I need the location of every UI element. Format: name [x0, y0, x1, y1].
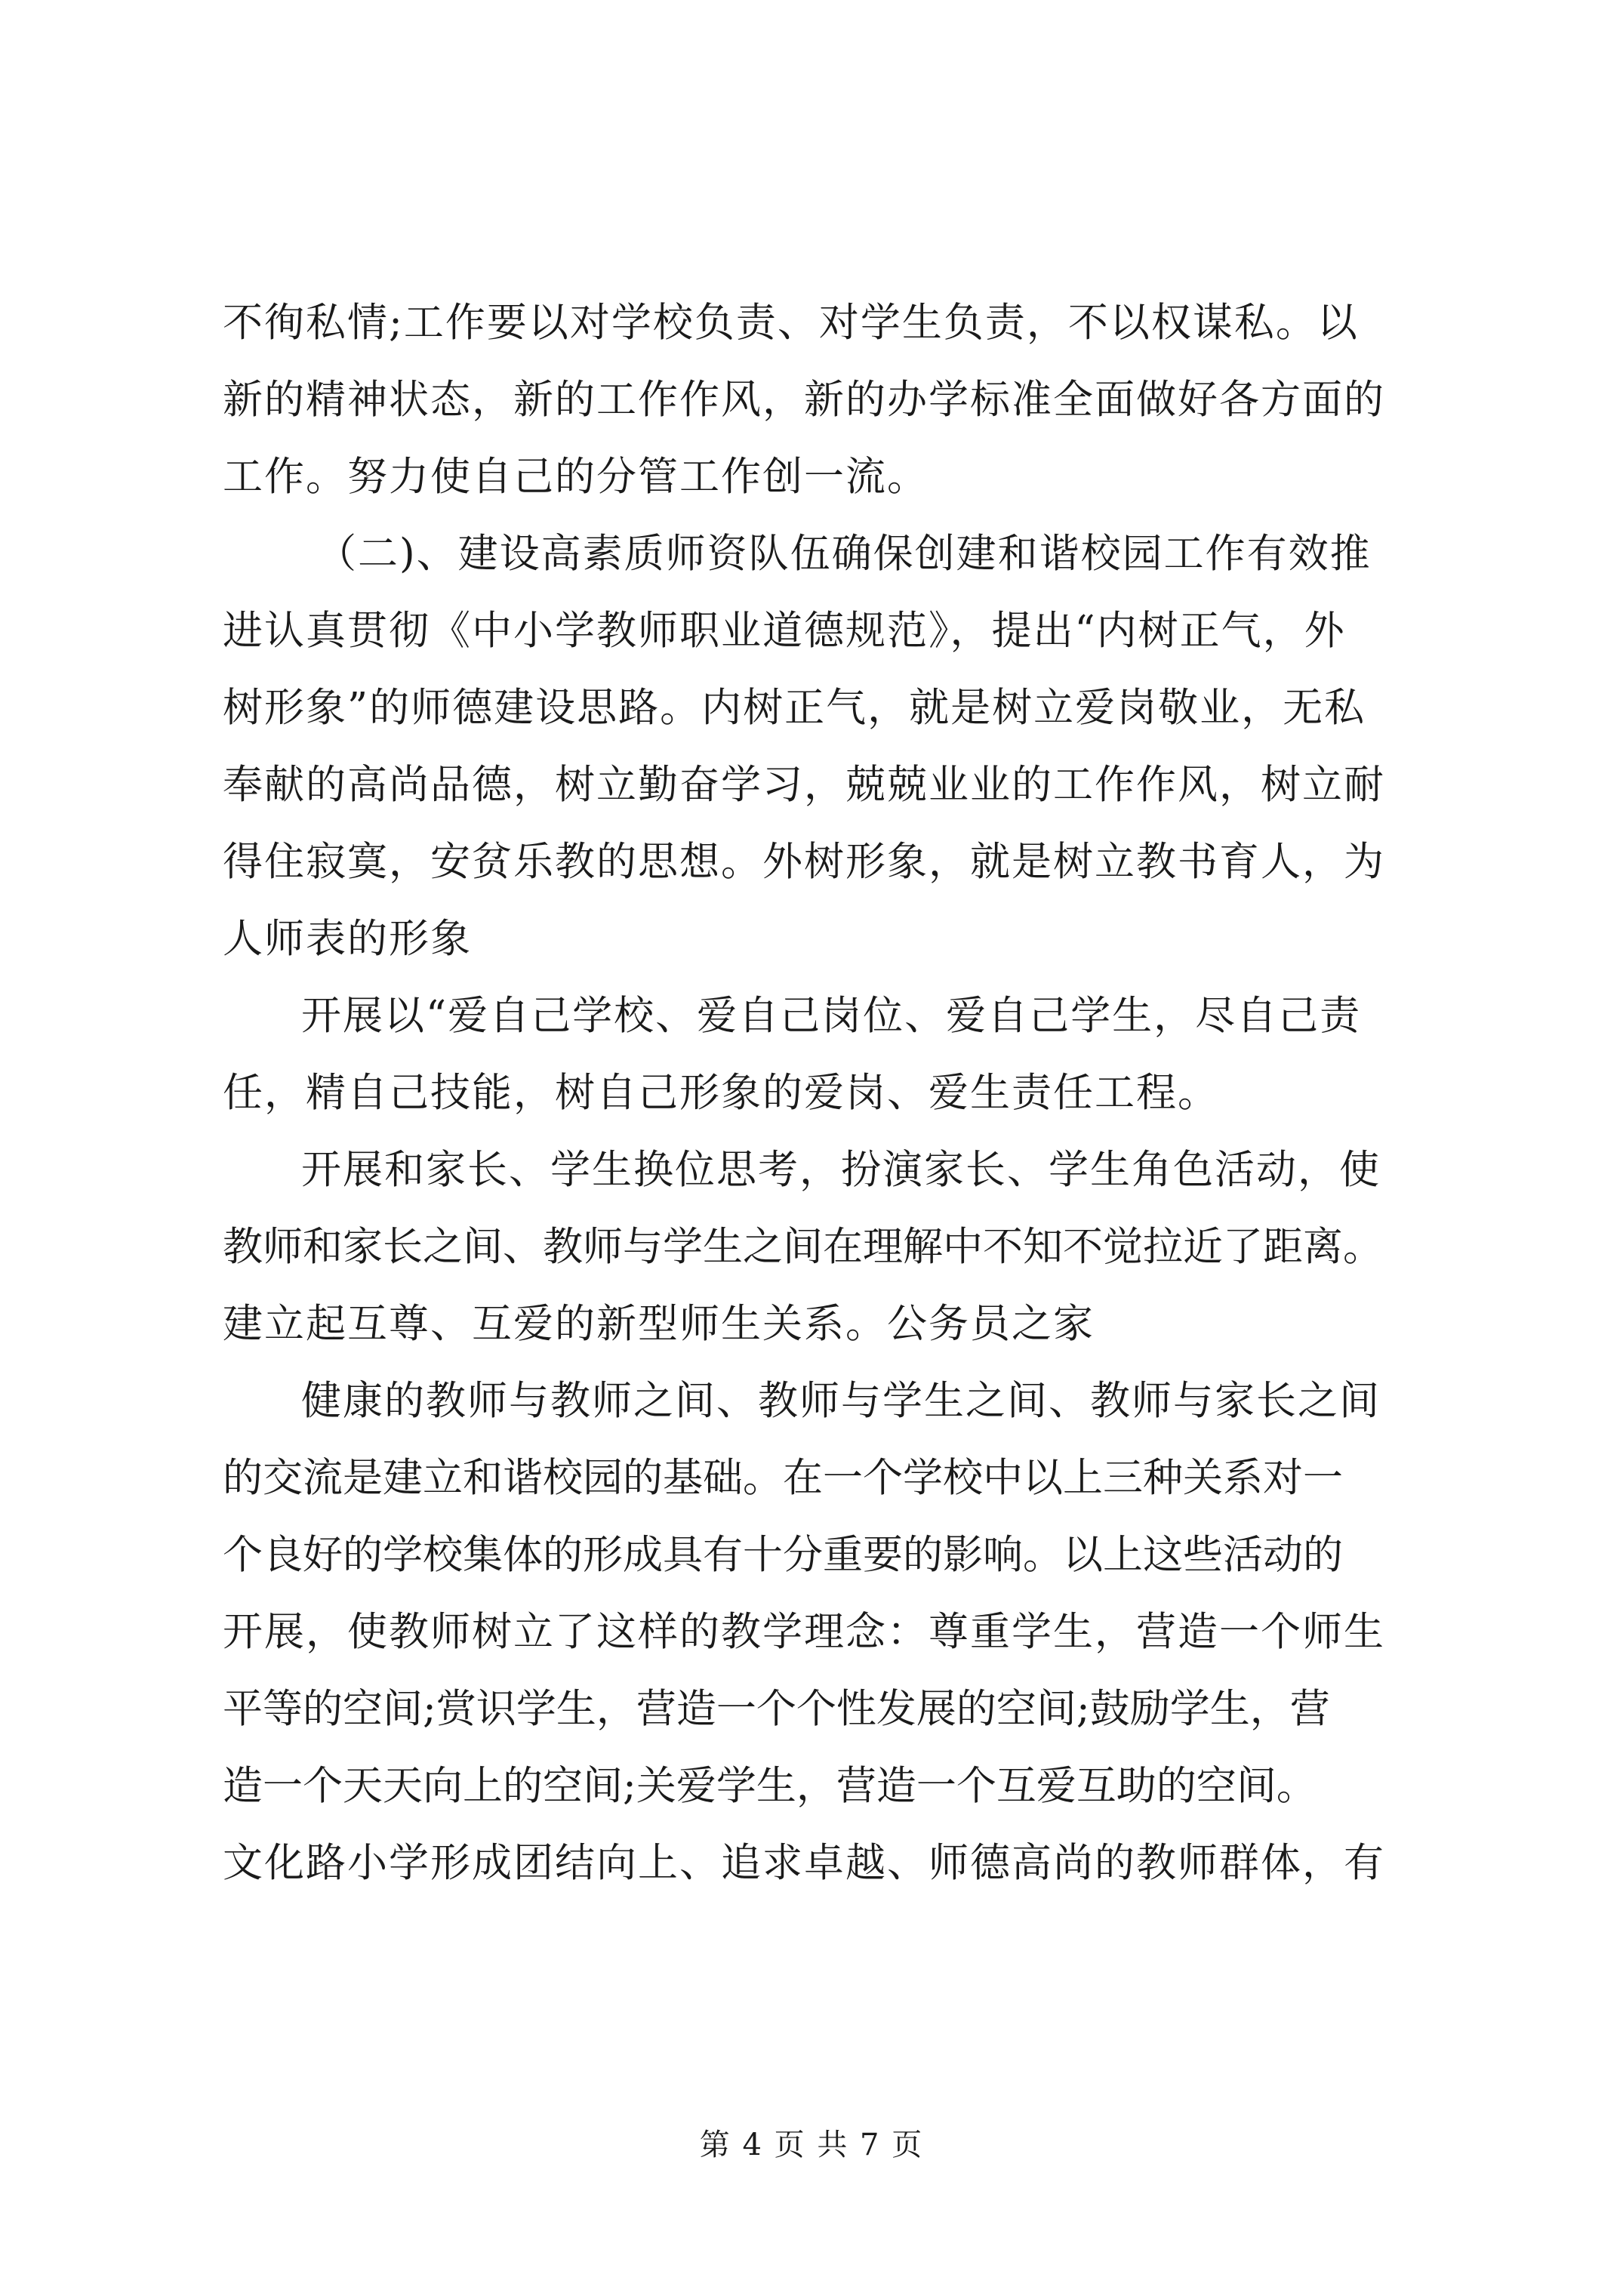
paragraph-start-line: 开展以“爱自己学校、爱自己岗位、爱自己学生，尽自己责	[301, 993, 1362, 1039]
paragraph-start-line: 健康的教师与教师之间、教师与学生之间、教师与家长之间	[301, 1378, 1381, 1424]
text-line: 树形象”的师德建设思路。内树正气，就是树立爱岗敬业，无私	[223, 685, 1366, 731]
text-line: 平等的空间;赏识学生，营造一个个性发展的空间;鼓励学生，营	[223, 1686, 1330, 1732]
text-line: 个良好的学校集体的形成具有十分重要的影响。以上这些活动的	[223, 1532, 1343, 1578]
text-line: 建立起互尊、互爱的新型师生关系。公务员之家	[223, 1301, 1095, 1347]
text-line: 奉献的高尚品德，树立勤奋学习，兢兢业业的工作作风，树立耐	[223, 762, 1385, 808]
text-line: 教师和家长之间、教师与学生之间在理解中不知不觉拉近了距离。	[223, 1224, 1383, 1270]
text-line: 工作。努力使自己的分管工作创一流。	[223, 454, 929, 500]
paragraph-start-line: 开展和家长、学生换位思考，扮演家长、学生角色活动，使	[301, 1147, 1381, 1193]
text-line: 任，精自己技能，树自己形象的爱岗、爱生责任工程。	[223, 1070, 1219, 1116]
text-line: 人师表的形象	[223, 916, 472, 962]
text-line: 造一个天天向上的空间;关爱学生，营造一个互爱互助的空间。	[223, 1763, 1317, 1809]
body-text	[223, 302, 1438, 1919]
text-line: 新的精神状态，新的工作作风，新的办学标准全面做好各方面的	[223, 377, 1385, 423]
page-number-footer: 第 4 页 共 7 页	[699, 2128, 924, 2162]
text-line: 得住寂寞，安贫乐教的思想。外树形象，就是树立教书育人，为	[223, 839, 1385, 885]
text-line: 不徇私情;工作要以对学校负责、对学生负责，不以权谋私。以	[223, 300, 1359, 346]
text-line: 进认真贯彻《中小学教师职业道德规范》，提出“内树正气，外	[223, 608, 1346, 654]
section-heading-line: （二)、建设高素质师资队伍确保创建和谐校园工作有效推	[316, 531, 1372, 577]
text-line: 的交流是建立和谐校园的基础。在一个学校中以上三种关系对一	[223, 1455, 1343, 1501]
text-line: 开展，使教师树立了这样的教学理念：尊重学生，营造一个师生	[223, 1609, 1385, 1655]
text-line: 文化路小学形成团结向上、追求卓越、师德高尚的教师群体，有	[223, 1840, 1385, 1886]
